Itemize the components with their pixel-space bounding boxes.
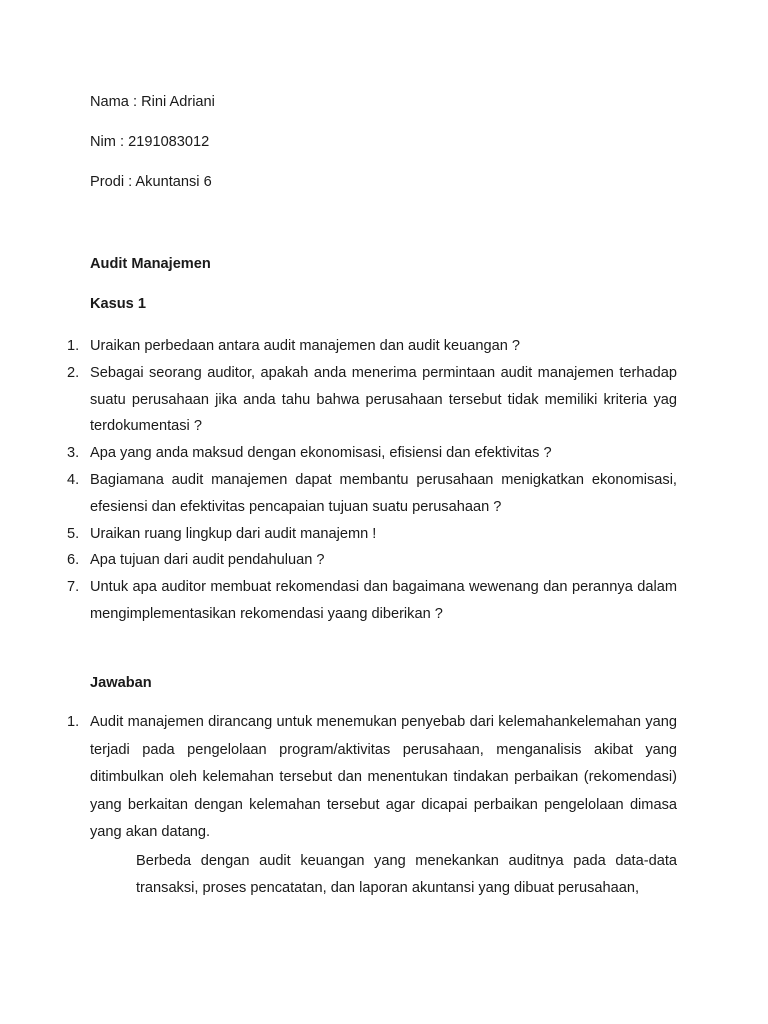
answer-text: Audit manajemen dirancang untuk menemukan penyebab dari kelemahankelemahan yang terjadi pada pengelolaan program/aktivitas perusahaan, menganalisis akibat yang ditimbulkan oleh kelemahan tersebut dan menentukan tindakan perbaikan (rekomendasi) yang berkaitan dengan kelemahan tersebut agar dicapai perbaikan pengelolaan dimasa yang akan datang. [90,714,677,840]
list-number: 2. [67,364,80,381]
question-text: Untuk apa auditor membuat rekomendasi dan bagaimana wewenang dan perannya dalam mengimplementasikan rekomendasi yaang diberikan ? [90,579,677,622]
list-number: 1. [67,714,80,730]
list-item [67,333,677,360]
question-text: Bagiamana audit manajemen dapat membantu perusahaan menigkatkan ekonomisasi, efesiensi dan efektivitas pencapaian tujuan suatu perusahaan ? [90,471,677,515]
question-text: Apa tujuan dari audit pendahuluan ? [90,552,325,569]
question-text: Uraikan perbedaan antara audit manajemen dan audit keuangan ? [90,338,521,354]
answer-list [67,709,677,847]
list-item [67,360,677,440]
list-item [67,440,677,467]
student-nim: Nim : 2191083012 [90,134,210,150]
question-text: Apa yang anda maksud dengan ekonomisasi, efisiensi dan efektivitas ? [90,445,552,462]
list-number: 1. [67,338,80,354]
student-name: Nama : Rini Adriani [90,94,215,110]
list-number: 3. [67,445,80,462]
question-text: Uraikan ruang lingkup dari audit manajemn ! [90,525,377,542]
list-number: 6. [67,552,80,569]
list-number: 4. [67,471,80,488]
answer-title: Jawaban [90,675,152,691]
list-number: 7. [67,579,80,596]
student-prodi: Prodi : Akuntansi 6 [90,174,212,190]
list-item [67,547,677,574]
list-number: 5. [67,525,80,542]
question-text: Sebagai seorang auditor, apakah anda menerima permintaan audit manajemen terhadap suatu perusahaan jika anda tahu bahwa perusahaan tersebut tidak memiliki kriteria yag terdokumentasi ? [90,364,677,435]
answer-paragraph: Berbeda dengan audit keuangan yang menekankan auditnya pada data-data transaksi, proses pencatatan, dan laporan akuntansi yang dibuat perusahaan, [136,853,677,896]
list-item [67,521,677,548]
list-item [67,574,677,628]
list-item [67,709,677,847]
case-title: Kasus 1 [90,296,146,312]
list-item [67,467,677,521]
question-list [67,333,677,628]
document-title: Audit Manajemen [90,256,211,272]
